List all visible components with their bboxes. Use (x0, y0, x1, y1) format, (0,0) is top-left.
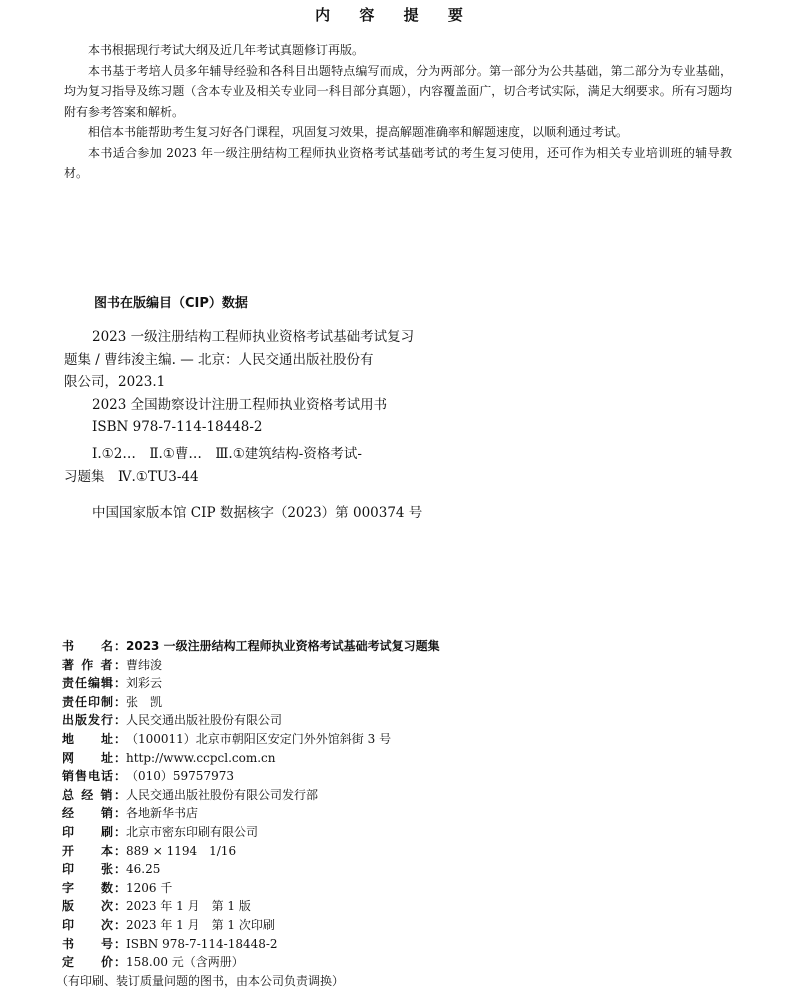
colophon-value: 1206 千 (126, 880, 173, 895)
colophon-row (62, 730, 762, 749)
colophon-label: 责任编辑： (62, 676, 126, 691)
colophon-value: 46.25 (126, 862, 161, 877)
cip-line: 2023 一级注册结构工程师执业资格考试基础考试复习 (92, 329, 415, 345)
colophon-label: 书 名： (62, 639, 126, 653)
cip-line: 2023 全国勘察设计注册工程师执业资格考试用书 (92, 396, 388, 413)
colophon-value: （100011）北京市朝阳区安定门外外馆斜街 3 号 (126, 731, 392, 746)
colophon-value: 刘彩云 (126, 676, 163, 691)
cip-entry (64, 326, 464, 439)
colophon-value: 人民交通出版社股份有限公司发行部 (126, 787, 319, 802)
colophon-value: 2023 年 1 月 第 1 版 (126, 899, 251, 914)
colophon-row (62, 916, 762, 935)
colophon-row (62, 767, 762, 786)
colophon-value: 曹纬浚 (126, 657, 163, 672)
summary-paragraph: 相信本书能帮助考生复习好各门课程，巩固复习效果，提高解题准确率和解题速度，以顺利通过考试。 (88, 125, 629, 139)
colophon-label: 著 作 者： (62, 657, 126, 672)
colophon-label: 印 张： (62, 862, 126, 877)
colophon-row (62, 879, 762, 898)
summary-section (64, 40, 732, 184)
colophon-row (62, 749, 762, 768)
colophon-row (62, 786, 762, 805)
cip-line: 习题集 Ⅳ.①TU3-44 (64, 468, 199, 485)
colophon-row (62, 656, 762, 675)
website-link[interactable]: http://www.ccpcl.com.cn (126, 750, 276, 765)
colophon-value: 158.00 元（含两册） (126, 955, 244, 970)
summary-paragraph: 本书根据现行考试大纲及近几年考试真题修订再版。 (88, 43, 365, 57)
colophon-row (62, 804, 762, 823)
colophon-label: 字 数： (62, 880, 126, 895)
cip-line: Ⅰ.①2… Ⅱ.①曹… Ⅲ.①建筑结构-资格考试- (92, 446, 362, 462)
colophon-value: 张 凯 (126, 694, 163, 709)
colophon-value: 人民交通出版社股份有限公司 (126, 713, 283, 728)
cip-record-number: 中国国家版本馆 CIP 数据核字（2023）第 000374 号 (92, 505, 423, 521)
cip-line: ISBN 978-7-114-18448-2 (92, 419, 263, 435)
colophon-label: 地 址： (62, 731, 126, 746)
colophon-value: 2023 年 1 月 第 1 次印刷 (126, 917, 275, 932)
colophon-label: 书 号： (62, 936, 126, 951)
colophon-label: 销售电话： (62, 769, 126, 784)
colophon-label: 定 价： (62, 955, 126, 970)
cip-classification (64, 443, 464, 488)
colophon-label: 印 次： (62, 917, 126, 932)
colophon-value: 889 × 1194 1/16 (126, 843, 237, 858)
quality-footnote: （有印刷、装订质量问题的图书，由本公司负责调换） (56, 974, 345, 988)
colophon-row (62, 860, 762, 879)
colophon-label: 责任印制： (62, 694, 126, 709)
colophon-row (62, 935, 762, 954)
colophon-row (62, 823, 762, 842)
colophon-row (62, 897, 762, 916)
summary-paragraph: 本书适合参加 2023 年一级注册结构工程师执业资格考试基础考试的考生复习使用，还可作为相关专业培训班的辅导教材。 (64, 145, 732, 180)
colophon-row (62, 711, 762, 730)
colophon-label: 开 本： (62, 843, 126, 858)
colophon-label: 经 销： (62, 806, 126, 821)
summary-paragraph: 本书基于考培人员多年辅导经验和各科目出题特点编写而成，分为两部分。第一部分为公共基础，第二部分为专业基础，均为复习指导及练习题（含本专业及相关专业同一科目部分真题），内容覆盖面广，切合考试实际，满足大纲要求。所有习题均附有参考答案和解析。 (64, 63, 732, 119)
colophon-value: 各地新华书店 (126, 806, 199, 821)
page-title: 内 容 提 要 (315, 6, 475, 24)
colophon-label: 总 经 销： (62, 787, 126, 802)
colophon-row (62, 842, 762, 861)
colophon-value: 2023 一级注册结构工程师执业资格考试基础考试复习题集 (126, 639, 440, 653)
colophon-value: 北京市密东印刷有限公司 (126, 824, 259, 839)
colophon-value: （010）59757973 (126, 769, 234, 784)
cip-line: 限公司，2023.1 (64, 374, 166, 390)
colophon-label: 版 次： (62, 899, 126, 914)
colophon-row (62, 693, 762, 712)
colophon-row (62, 953, 762, 972)
colophon (62, 637, 762, 972)
cip-heading: 图书在版编目（CIP）数据 (94, 296, 248, 311)
colophon-label: 印 刷： (62, 824, 126, 839)
cip-line: 题集 / 曹纬浚主编. — 北京：人民交通出版社股份有 (64, 351, 374, 368)
colophon-row (62, 637, 762, 656)
colophon-label: 网 址： (62, 750, 126, 765)
colophon-value: ISBN 978-7-114-18448-2 (126, 936, 278, 951)
colophon-label: 出版发行： (62, 713, 126, 728)
colophon-row (62, 674, 762, 693)
